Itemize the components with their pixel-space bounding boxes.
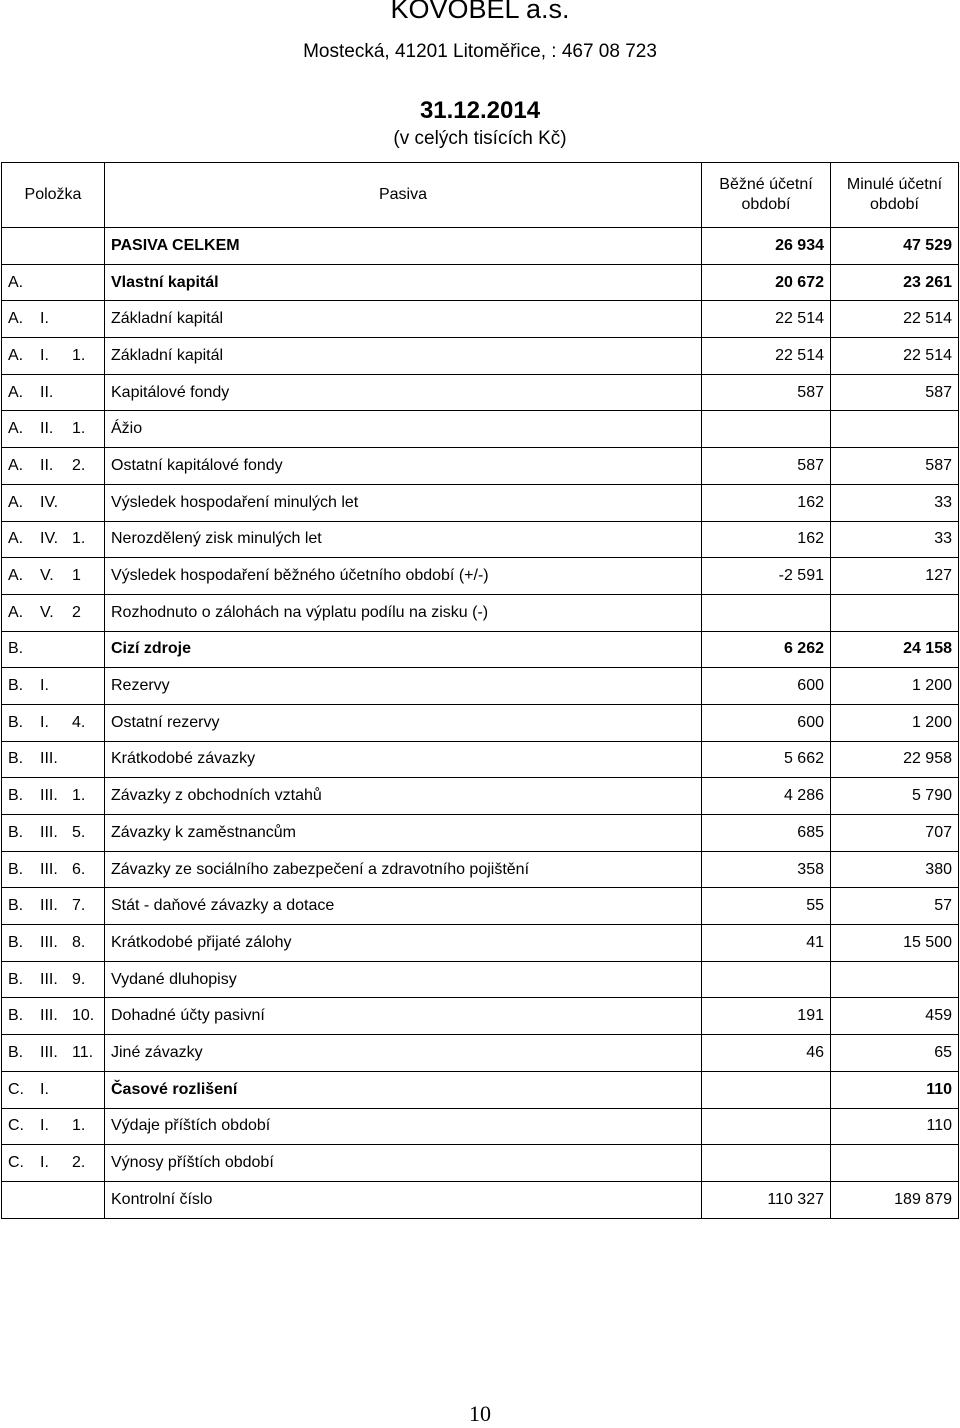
previous-period-value: 127: [831, 558, 959, 595]
table-row: [2, 998, 959, 1035]
item-code-part: 1.: [72, 530, 86, 548]
item-code-cell: [2, 301, 105, 338]
item-code-part: A.: [8, 530, 24, 548]
item-code-part: 6.: [72, 860, 86, 878]
item-code-part: I.: [40, 346, 49, 364]
item-code-cell: [2, 338, 105, 375]
item-code-part: C.: [8, 1154, 24, 1172]
item-code-part: A.: [8, 383, 24, 401]
previous-period-value: 33: [831, 521, 959, 558]
item-code-part: B.: [8, 970, 24, 988]
previous-period-value: 47 529: [831, 228, 959, 265]
item-code-cell: [2, 484, 105, 521]
item-code-cell: [2, 998, 105, 1035]
previous-period-value: 33: [831, 484, 959, 521]
previous-period-value: 587: [831, 374, 959, 411]
item-code-part: A.: [8, 603, 24, 621]
table-row: [2, 668, 959, 705]
item-code-part: III.: [40, 787, 58, 805]
current-period-value: 600: [702, 704, 831, 741]
column-header-liabilities: Pasiva: [105, 163, 702, 228]
previous-period-value: 22 958: [831, 741, 959, 778]
previous-period-value: 65: [831, 1035, 959, 1072]
item-label: Krátkodobé závazky: [105, 741, 702, 778]
item-code-part: III.: [40, 1007, 58, 1025]
item-code-part: A.: [8, 456, 24, 474]
item-code-part: 2: [72, 603, 81, 621]
item-label: Dohadné účty pasivní: [105, 998, 702, 1035]
table-row: [2, 815, 959, 852]
current-period-value: 600: [702, 668, 831, 705]
item-code-part: B.: [8, 933, 24, 951]
item-code-part: I.: [40, 310, 49, 328]
item-code-part: C.: [8, 1117, 24, 1135]
current-period-value: 26 934: [702, 228, 831, 265]
previous-period-value: [831, 961, 959, 998]
item-code-part: B.: [8, 897, 24, 915]
previous-period-value: 110: [831, 1071, 959, 1108]
item-label: Výsledek hospodaření běžného účetního období (+/-): [105, 558, 702, 595]
item-code-cell: [2, 374, 105, 411]
company-name: KOVOBEL a.s.: [390, 0, 570, 24]
table-row: [2, 741, 959, 778]
item-code-cell: [2, 1071, 105, 1108]
table-row: [2, 851, 959, 888]
current-period-value: [702, 1145, 831, 1182]
item-label: Stát - daňové závazky a dotace: [105, 888, 702, 925]
current-period-value: 22 514: [702, 338, 831, 375]
item-code-part: I.: [40, 1154, 49, 1172]
item-label: Výnosy příštích období: [105, 1145, 702, 1182]
item-code-part: I.: [40, 677, 49, 695]
previous-period-value: 1 200: [831, 704, 959, 741]
item-label: Základní kapitál: [105, 301, 702, 338]
item-code-part: B.: [8, 713, 24, 731]
item-code-cell: [2, 888, 105, 925]
item-code-part: B.: [8, 750, 24, 768]
current-period-value: 41: [702, 925, 831, 962]
previous-period-value: 24 158: [831, 631, 959, 668]
report-date: 31.12.2014: [419, 97, 541, 124]
item-code-part: B.: [8, 823, 24, 841]
previous-period-value: [831, 594, 959, 631]
current-period-value: [702, 594, 831, 631]
item-code-part: A.: [8, 567, 24, 585]
item-code-part: 9.: [72, 970, 86, 988]
item-code-part: III.: [40, 970, 58, 988]
table-row: [2, 521, 959, 558]
item-code-part: IV.: [40, 493, 59, 511]
current-period-value: 110 327: [702, 1181, 831, 1218]
item-code-cell: [2, 704, 105, 741]
previous-period-value: 5 790: [831, 778, 959, 815]
table-row: [2, 594, 959, 631]
current-period-value: [702, 961, 831, 998]
table-row: [2, 1071, 959, 1108]
current-period-value: 46: [702, 1035, 831, 1072]
previous-period-value: 1 200: [831, 668, 959, 705]
item-code-cell: [2, 961, 105, 998]
item-label: Závazky z obchodních vztahů: [105, 778, 702, 815]
item-code-part: V.: [40, 603, 54, 621]
item-code-part: 5.: [72, 823, 86, 841]
item-label: Ostatní rezervy: [105, 704, 702, 741]
item-code-cell: [2, 594, 105, 631]
previous-period-value: 57: [831, 888, 959, 925]
previous-period-value: 15 500: [831, 925, 959, 962]
item-label: Rozhodnuto o zálohách na výplatu podílu na zisku (-): [105, 594, 702, 631]
current-period-value: 162: [702, 484, 831, 521]
current-period-value: 587: [702, 374, 831, 411]
table-row: [2, 374, 959, 411]
item-label: Výsledek hospodaření minulých let: [105, 484, 702, 521]
item-label: Vlastní kapitál: [105, 264, 702, 301]
table-row: [2, 301, 959, 338]
item-label: Závazky ze sociálního zabezpečení a zdravotního pojištění: [105, 851, 702, 888]
item-code-part: III.: [40, 823, 58, 841]
table-row: [2, 1181, 959, 1218]
item-code-part: B.: [8, 787, 24, 805]
liabilities-table: [1, 162, 959, 1219]
item-code-part: II.: [40, 420, 54, 438]
item-code-part: 4.: [72, 713, 86, 731]
current-period-value: [702, 411, 831, 448]
current-period-value: 5 662: [702, 741, 831, 778]
item-code-cell: [2, 411, 105, 448]
item-code-cell: [2, 851, 105, 888]
item-code-part: A.: [8, 493, 24, 511]
page-number: 10: [469, 1401, 491, 1426]
item-code-part: A.: [8, 273, 24, 291]
table-row: [2, 411, 959, 448]
current-period-value: 20 672: [702, 264, 831, 301]
item-code-cell: [2, 815, 105, 852]
previous-period-value: [831, 411, 959, 448]
column-header-item: Položka: [2, 163, 105, 228]
item-label: Kapitálové fondy: [105, 374, 702, 411]
item-code-part: B.: [8, 1043, 24, 1061]
item-code-cell: [2, 631, 105, 668]
item-code-cell: [2, 741, 105, 778]
item-label: Ostatní kapitálové fondy: [105, 448, 702, 485]
current-period-value: 587: [702, 448, 831, 485]
current-period-value: 22 514: [702, 301, 831, 338]
item-code-part: III.: [40, 1043, 58, 1061]
table-row: [2, 338, 959, 375]
item-code-part: 1.: [72, 420, 86, 438]
table-row: [2, 704, 959, 741]
table-row: [2, 228, 959, 265]
previous-period-value: 587: [831, 448, 959, 485]
current-period-value: [702, 1108, 831, 1145]
item-code-part: V.: [40, 567, 54, 585]
item-label: Vydané dluhopisy: [105, 961, 702, 998]
item-label: Ážio: [105, 411, 702, 448]
item-code-part: II.: [40, 456, 54, 474]
item-code-part: B.: [8, 1007, 24, 1025]
item-code-part: 2.: [72, 1154, 86, 1172]
item-code-part: 1.: [72, 346, 86, 364]
item-code-cell: [2, 1145, 105, 1182]
current-period-value: 55: [702, 888, 831, 925]
item-code-part: III.: [40, 897, 58, 915]
item-label: Základní kapitál: [105, 338, 702, 375]
item-code-part: 8.: [72, 933, 86, 951]
units-note: (v celých tisících Kč): [393, 128, 567, 149]
table-header-row: [2, 163, 959, 228]
item-label: Nerozdělený zisk minulých let: [105, 521, 702, 558]
item-label: Časové rozlišení: [105, 1071, 702, 1108]
previous-period-value: 110: [831, 1108, 959, 1145]
table-row: [2, 484, 959, 521]
current-period-value: 4 286: [702, 778, 831, 815]
item-label: Rezervy: [105, 668, 702, 705]
table-row: [2, 1035, 959, 1072]
item-code-cell: [2, 521, 105, 558]
table-row: [2, 631, 959, 668]
item-code-part: 10.: [72, 1007, 95, 1025]
item-code-part: A.: [8, 310, 24, 328]
previous-period-value: 380: [831, 851, 959, 888]
table-row: [2, 888, 959, 925]
table-row: [2, 778, 959, 815]
previous-period-value: 707: [831, 815, 959, 852]
item-code-part: I.: [40, 1080, 49, 1098]
item-code-cell: [2, 1035, 105, 1072]
item-code-part: A.: [8, 346, 24, 364]
item-code-part: B.: [8, 677, 24, 695]
current-period-value: [702, 1071, 831, 1108]
company-address: Mostecká, 41201 Litoměřice, : 467 08 723: [303, 41, 657, 62]
table-body: [2, 228, 959, 1219]
item-code-part: 1.: [72, 787, 86, 805]
item-code-part: IV.: [40, 530, 59, 548]
table-row: [2, 448, 959, 485]
item-code-part: II.: [40, 383, 54, 401]
item-code-cell: [2, 668, 105, 705]
item-code-cell: [2, 1108, 105, 1145]
item-code-cell: [2, 558, 105, 595]
item-code-part: B.: [8, 860, 24, 878]
item-label: PASIVA CELKEM: [105, 228, 702, 265]
column-header-previous-period: Minulé účetní období: [831, 163, 959, 228]
item-label: Závazky k zaměstnancům: [105, 815, 702, 852]
item-code-cell: [2, 264, 105, 301]
table-row: [2, 961, 959, 998]
current-period-value: 358: [702, 851, 831, 888]
item-code-part: B.: [8, 640, 24, 658]
previous-period-value: 189 879: [831, 1181, 959, 1218]
item-label: Cizí zdroje: [105, 631, 702, 668]
previous-period-value: [831, 1145, 959, 1182]
item-code-part: III.: [40, 860, 58, 878]
item-code-part: 2.: [72, 456, 86, 474]
item-code-cell: [2, 925, 105, 962]
item-code-cell: [2, 1181, 105, 1218]
item-code-part: 1.: [72, 1117, 86, 1135]
item-label: Výdaje příštích období: [105, 1108, 702, 1145]
table-row: [2, 1108, 959, 1145]
item-code-cell: [2, 778, 105, 815]
item-code-cell: [2, 228, 105, 265]
current-period-value: 685: [702, 815, 831, 852]
previous-period-value: 459: [831, 998, 959, 1035]
current-period-value: 6 262: [702, 631, 831, 668]
item-code-part: III.: [40, 933, 58, 951]
table-row: [2, 264, 959, 301]
item-label: Krátkodobé přijaté zálohy: [105, 925, 702, 962]
previous-period-value: 23 261: [831, 264, 959, 301]
item-code-cell: [2, 448, 105, 485]
item-code-part: I.: [40, 713, 49, 731]
item-code-part: C.: [8, 1080, 24, 1098]
item-code-part: III.: [40, 750, 58, 768]
previous-period-value: 22 514: [831, 301, 959, 338]
item-code-part: 7.: [72, 897, 86, 915]
previous-period-value: 22 514: [831, 338, 959, 375]
table-row: [2, 925, 959, 962]
current-period-value: -2 591: [702, 558, 831, 595]
item-code-part: I.: [40, 1117, 49, 1135]
item-label: Kontrolní číslo: [105, 1181, 702, 1218]
table-row: [2, 558, 959, 595]
item-code-part: 1: [72, 567, 81, 585]
current-period-value: 162: [702, 521, 831, 558]
table-row: [2, 1145, 959, 1182]
item-code-part: 11.: [72, 1043, 94, 1061]
item-code-part: A.: [8, 420, 24, 438]
column-header-current-period: Běžné účetní období: [702, 163, 831, 228]
current-period-value: 191: [702, 998, 831, 1035]
item-label: Jiné závazky: [105, 1035, 702, 1072]
